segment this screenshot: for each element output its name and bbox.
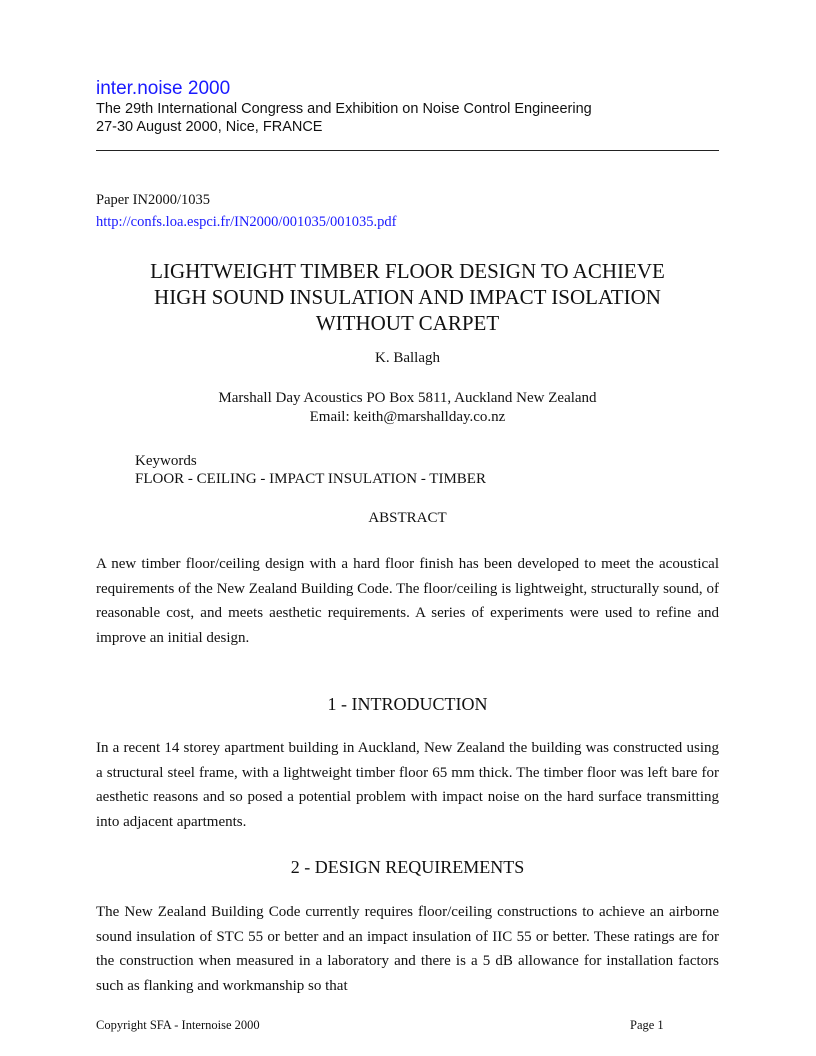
keywords-label: Keywords <box>135 453 197 469</box>
paper-id: Paper IN2000/1035 <box>96 192 210 208</box>
header-divider <box>96 150 719 151</box>
design-requirements-paragraph: The New Zealand Building Code currently requires floor/ceiling constructions to achieve an airborne sound insulation of STC 55 or better and an impact insulation of IIC 55 or better. These ratings are for the construction when measured in a laboratory and there is a 5 dB allowance for installation factors such as flanking and workmanship so that <box>96 904 719 994</box>
introduction-heading: 1 - INTRODUCTION <box>327 694 488 714</box>
title-line: WITHOUT CARPET <box>315 311 500 335</box>
author-name: K. Ballagh <box>375 350 440 366</box>
conference-name: inter.noise 2000 <box>96 78 231 99</box>
abstract-paragraph: A new timber floor/ceiling design with a hard floor finish has been developed to meet the acoustical requirements of the New Zealand Building Code. The floor/ceiling is lightweight, structurally sound, of reasonable cost, and meets aesthetic requirements. A series of experiments were used to refine and improve an initial design. <box>96 556 719 646</box>
footer-page-number: Page 1 <box>630 1018 664 1032</box>
conference-subtitle: The 29th International Congress and Exhibition on Noise Control Engineering <box>96 101 592 117</box>
conference-dates: 27-30 August 2000, Nice, FRANCE <box>96 119 323 135</box>
introduction-paragraph: In a recent 14 storey apartment building in Auckland, New Zealand the building was constructed using a structural steel frame, with a lightweight timber floor 65 mm thick. The timber floor was left bare for aesthetic reasons and so posed a potential problem with impact noise on the hard surface transmitting into adjacent apartments. <box>96 740 719 830</box>
abstract-heading: ABSTRACT <box>368 510 447 526</box>
affiliation-email: Email: keith@marshallday.co.nz <box>309 409 506 425</box>
title-line: HIGH SOUND INSULATION AND IMPACT ISOLATION <box>154 285 661 309</box>
keywords-list: FLOOR - CEILING - IMPACT INSULATION - TIMBER <box>135 471 486 487</box>
design-requirements-heading: 2 - DESIGN REQUIREMENTS <box>290 857 525 877</box>
author-affiliation <box>96 389 719 427</box>
title-line: LIGHTWEIGHT TIMBER FLOOR DESIGN TO ACHIEVE <box>150 259 665 283</box>
affiliation-address: Marshall Day Acoustics PO Box 5811, Auckland New Zealand <box>218 390 597 406</box>
paper-title <box>96 258 719 336</box>
paper-url-link[interactable]: http://confs.loa.espci.fr/IN2000/001035/001035.pdf <box>96 214 397 230</box>
footer-copyright: Copyright SFA - Internoise 2000 <box>96 1018 260 1032</box>
